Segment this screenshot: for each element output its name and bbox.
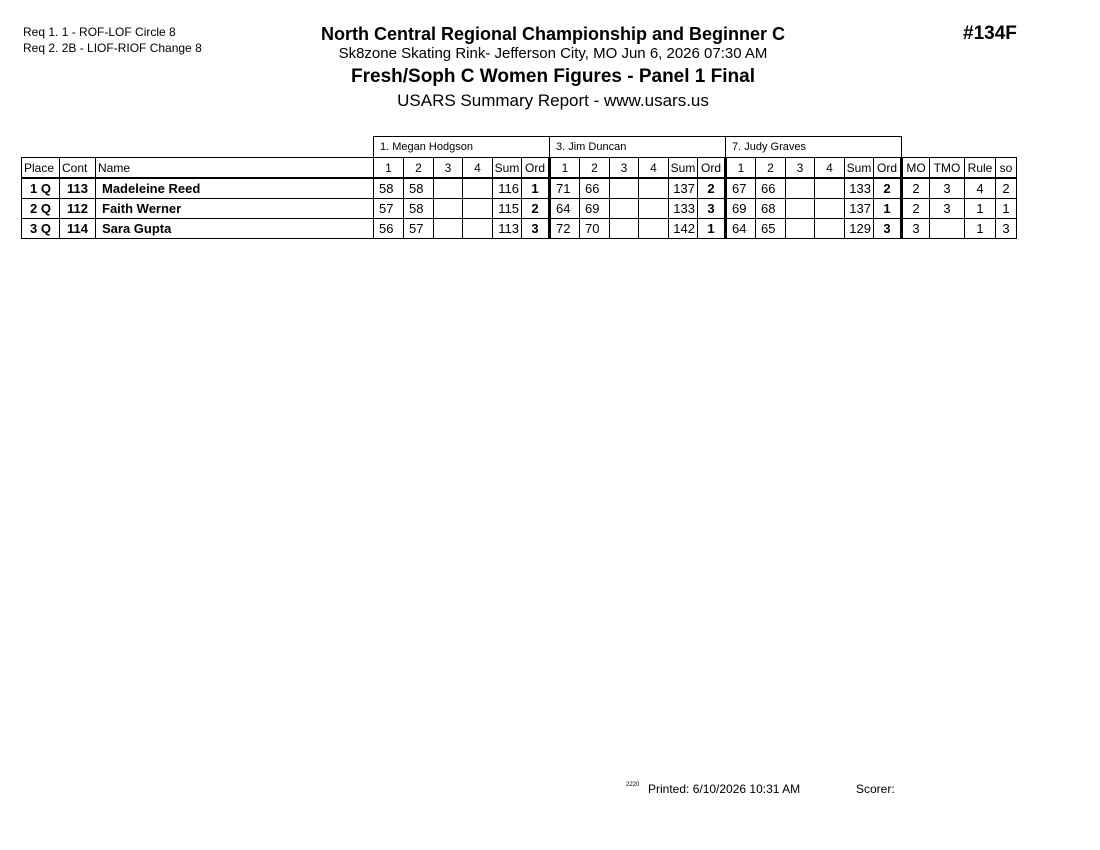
col-j3-s1: 1	[726, 158, 756, 179]
score-cell: 64	[550, 199, 580, 219]
cont-cell: 113	[60, 178, 96, 199]
score-cell: 58	[374, 178, 404, 199]
results-table	[21, 136, 1017, 239]
score-cell	[786, 199, 815, 219]
score-cell: 64	[726, 219, 756, 239]
cont-cell: 112	[60, 199, 96, 219]
score-cell: 70	[580, 219, 610, 239]
tmo-cell: 3	[930, 199, 965, 219]
col-j1-s4: 4	[463, 158, 493, 179]
sum-cell: 115	[493, 199, 522, 219]
sum-cell: 137	[669, 178, 698, 199]
score-cell	[610, 199, 639, 219]
tmo-cell	[930, 219, 965, 239]
col-j1-s3: 3	[434, 158, 463, 179]
col-j1-sum: Sum	[493, 158, 522, 179]
col-j3-ord: Ord	[874, 158, 902, 179]
col-cont: Cont	[60, 158, 96, 179]
col-tmo: TMO	[930, 158, 965, 179]
score-cell	[434, 219, 463, 239]
col-j1-ord: Ord	[522, 158, 550, 179]
score-cell: 69	[726, 199, 756, 219]
place-cell: 2 Q	[22, 199, 60, 219]
score-cell	[786, 178, 815, 199]
col-j2-sum: Sum	[669, 158, 698, 179]
score-cell: 56	[374, 219, 404, 239]
ordinal-cell: 2	[698, 178, 726, 199]
sum-cell: 129	[845, 219, 874, 239]
ordinal-cell: 2	[522, 199, 550, 219]
judge-header-row	[22, 137, 1017, 158]
col-j2-ord: Ord	[698, 158, 726, 179]
sum-cell: 137	[845, 199, 874, 219]
col-j1-s2: 2	[404, 158, 434, 179]
score-cell: 58	[404, 199, 434, 219]
cont-cell: 114	[60, 219, 96, 239]
ordinal-cell: 3	[698, 199, 726, 219]
score-cell: 66	[580, 178, 610, 199]
event-title: North Central Regional Championship and Beginner C	[320, 24, 786, 44]
score-cell	[463, 219, 493, 239]
score-cell	[610, 178, 639, 199]
score-cell: 57	[374, 199, 404, 219]
rule-cell: 1	[965, 219, 996, 239]
ordinal-cell: 1	[698, 219, 726, 239]
sum-cell: 133	[669, 199, 698, 219]
score-cell: 57	[404, 219, 434, 239]
ordinal-cell: 3	[874, 219, 902, 239]
score-cell	[463, 178, 493, 199]
sum-cell: 113	[493, 219, 522, 239]
judge-1-label: 1. Megan Hodgson	[374, 137, 550, 158]
so-cell: 3	[996, 219, 1017, 239]
tmo-cell: 3	[930, 178, 965, 199]
score-cell: 67	[726, 178, 756, 199]
col-rule: Rule	[965, 158, 996, 179]
col-j3-s2: 2	[756, 158, 786, 179]
skater-name: Sara Gupta	[96, 219, 374, 239]
score-cell: 68	[756, 199, 786, 219]
place-cell: 3 Q	[22, 219, 60, 239]
judge-3-label: 7. Judy Graves	[726, 137, 902, 158]
col-place: Place	[22, 158, 60, 179]
column-header-row	[22, 158, 1017, 179]
table-row	[22, 199, 1017, 219]
sum-cell: 142	[669, 219, 698, 239]
scorer-label: Scorer:	[856, 782, 895, 796]
score-cell	[815, 199, 845, 219]
footer-code: 2220	[626, 782, 640, 788]
col-j2-s3: 3	[610, 158, 639, 179]
col-name: Name	[96, 158, 374, 179]
report-title: USARS Summary Report - www.usars.us	[397, 91, 709, 110]
printed-timestamp: Printed: 6/10/2026 10:31 AM	[648, 782, 801, 796]
skater-name: Faith Werner	[96, 199, 374, 219]
score-cell	[610, 219, 639, 239]
score-cell: 69	[580, 199, 610, 219]
judge-2-label: 3. Jim Duncan	[550, 137, 726, 158]
score-cell	[434, 178, 463, 199]
mo-cell: 2	[902, 178, 930, 199]
score-cell	[815, 219, 845, 239]
ordinal-cell: 3	[522, 219, 550, 239]
score-cell	[463, 199, 493, 219]
col-j2-s1: 1	[550, 158, 580, 179]
score-cell: 71	[550, 178, 580, 199]
so-cell: 1	[996, 199, 1017, 219]
table-row	[22, 178, 1017, 199]
mo-cell: 3	[902, 219, 930, 239]
so-cell: 2	[996, 178, 1017, 199]
col-so: so	[996, 158, 1017, 179]
ordinal-cell: 1	[874, 199, 902, 219]
score-cell	[786, 219, 815, 239]
sum-cell: 116	[493, 178, 522, 199]
col-mo: MO	[902, 158, 930, 179]
score-cell: 66	[756, 178, 786, 199]
rule-cell: 4	[965, 178, 996, 199]
col-j3-s4: 4	[815, 158, 845, 179]
col-j1-s1: 1	[374, 158, 404, 179]
col-j3-s3: 3	[786, 158, 815, 179]
sum-cell: 133	[845, 178, 874, 199]
col-j2-s2: 2	[580, 158, 610, 179]
event-name: Fresh/Soph C Women Figures - Panel 1 Final	[351, 66, 755, 87]
score-cell	[639, 178, 669, 199]
ordinal-cell: 1	[522, 178, 550, 199]
score-cell: 65	[756, 219, 786, 239]
location-line: Sk8zone Skating Rink- Jefferson City, MO Jun 6, 2026 07:30 AM	[338, 45, 768, 62]
ordinal-cell: 2	[874, 178, 902, 199]
score-cell	[434, 199, 463, 219]
report-header	[300, 23, 806, 112]
skater-name: Madeleine Reed	[96, 178, 374, 199]
requirement-1: Req 1. 1 - ROF-LOF Circle 8	[23, 25, 176, 39]
place-cell: 1 Q	[22, 178, 60, 199]
score-cell: 72	[550, 219, 580, 239]
mo-cell: 2	[902, 199, 930, 219]
rule-cell: 1	[965, 199, 996, 219]
table-row	[22, 219, 1017, 239]
score-cell: 58	[404, 178, 434, 199]
requirement-2: Req 2. 2B - LIOF-RIOF Change 8	[23, 41, 202, 55]
score-cell	[639, 199, 669, 219]
score-cell	[815, 178, 845, 199]
col-j2-s4: 4	[639, 158, 669, 179]
event-number: #134F	[963, 23, 1017, 44]
col-j3-sum: Sum	[845, 158, 874, 179]
score-cell	[639, 219, 669, 239]
